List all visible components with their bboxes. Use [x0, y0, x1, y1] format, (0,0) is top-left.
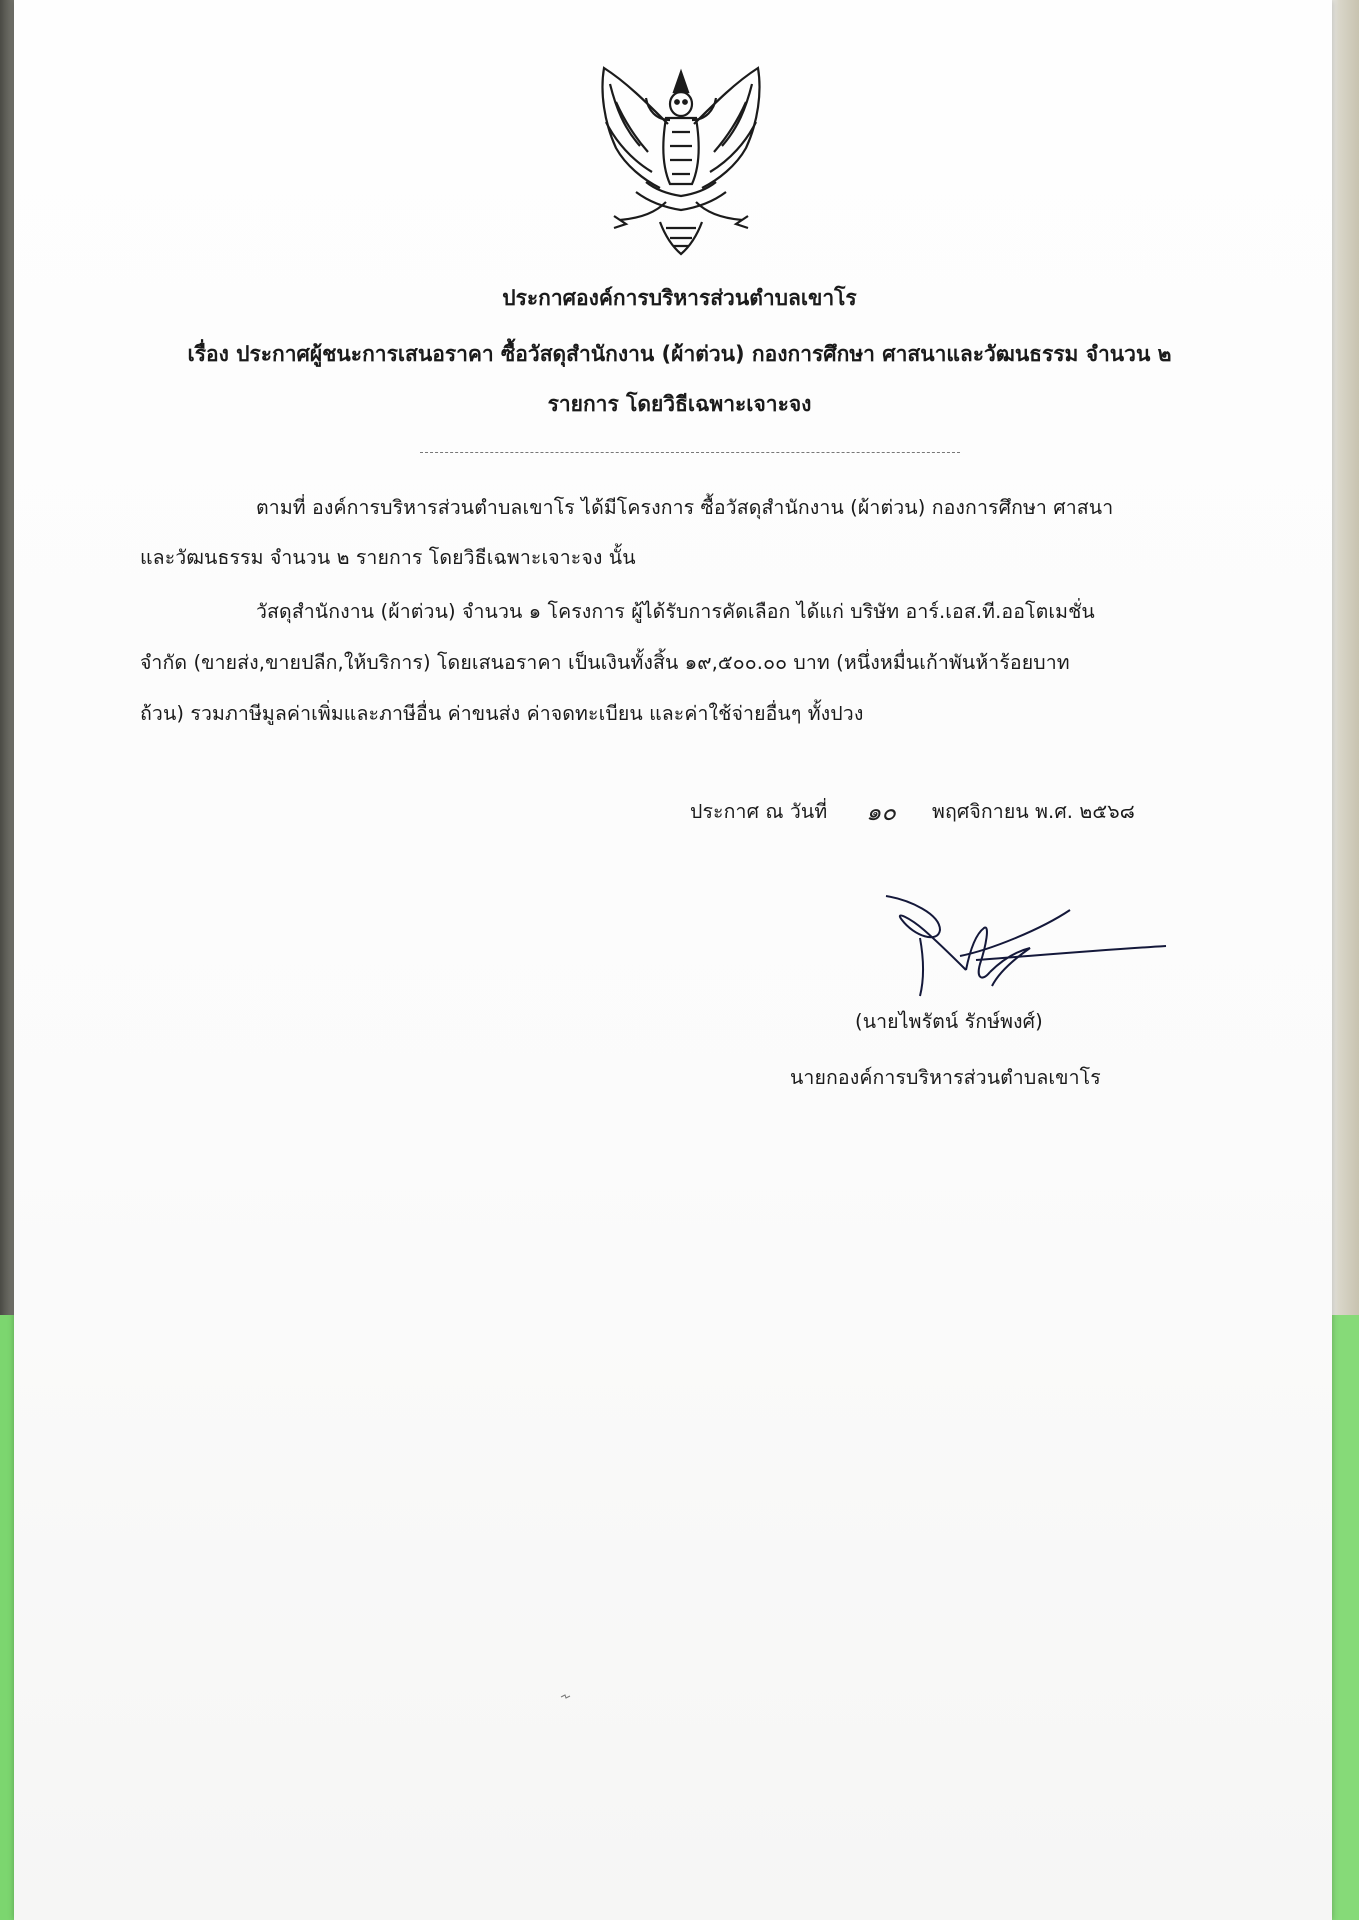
paragraph-2-line-2: จำกัด (ขายส่ง,ขายปลีก,ให้บริการ) โดยเสนอราคา เป็นเงินทั้งสิ้น ๑๙,๕๐๐.๐๐ บาท (หนึ่งหมื่นเก้าพันห้าร้อยบาท — [140, 651, 1070, 674]
background-edge — [1329, 0, 1359, 1315]
date-month-year: พฤศจิกายน พ.ศ. ๒๕๖๘ — [932, 800, 1135, 823]
subject-heading-line-2: รายการ โดยวิธีเฉพาะเจาะจง — [547, 392, 812, 416]
subject-heading-line-1: เรื่อง ประกาศผู้ชนะการเสนอราคา ซื้อวัสดุสำนักงาน (ผ้าต่วน) กองการศึกษา ศาสนาและวัฒนธรรม จำนวน ๒ — [187, 342, 1172, 366]
paragraph-1-line-1: ตามที่ องค์การบริหารส่วนตำบลเขาโร ได้มีโครงการ ซื้อวัสดุสำนักงาน (ผ้าต่วน) กองการศึกษา ศาสนา — [256, 496, 1114, 519]
signatory-name: (นายไพรัตน์ รักษ์พงศ์) — [855, 1010, 1043, 1033]
paragraph-2-line-3: ถ้วน) รวมภาษีมูลค่าเพิ่มและภาษีอื่น ค่าขนส่ง ค่าจดทะเบียน และค่าใช้จ่ายอื่นๆ ทั้งปวง — [140, 702, 864, 725]
paper-speck — [560, 1694, 572, 1700]
paragraph-2-line-1: วัสดุสำนักงาน (ผ้าต่วน) จำนวน ๑ โครงการ ผู้ได้รับการคัดเลือก ได้แก่ บริษัท อาร์.เอส.ที.ออโตเมชั่น — [256, 600, 1095, 623]
paragraph-1-line-2: และวัฒนธรรม จำนวน ๒ รายการ โดยวิธีเฉพาะเจาะจง นั้น — [140, 546, 636, 569]
garuda-emblem-icon — [586, 62, 776, 262]
heading-divider — [420, 452, 960, 453]
date-prefix: ประกาศ ณ วันที่ — [690, 800, 828, 823]
signatory-position: นายกองค์การบริหารส่วนตำบลเขาโร — [790, 1066, 1101, 1089]
background-green-strip-right — [1331, 1315, 1359, 1920]
date-day-handwritten: ๑๐ — [866, 798, 896, 826]
issuer-heading: ประกาศองค์การบริหารส่วนตำบลเขาโร — [502, 286, 857, 310]
signature-image — [880, 890, 1170, 1000]
